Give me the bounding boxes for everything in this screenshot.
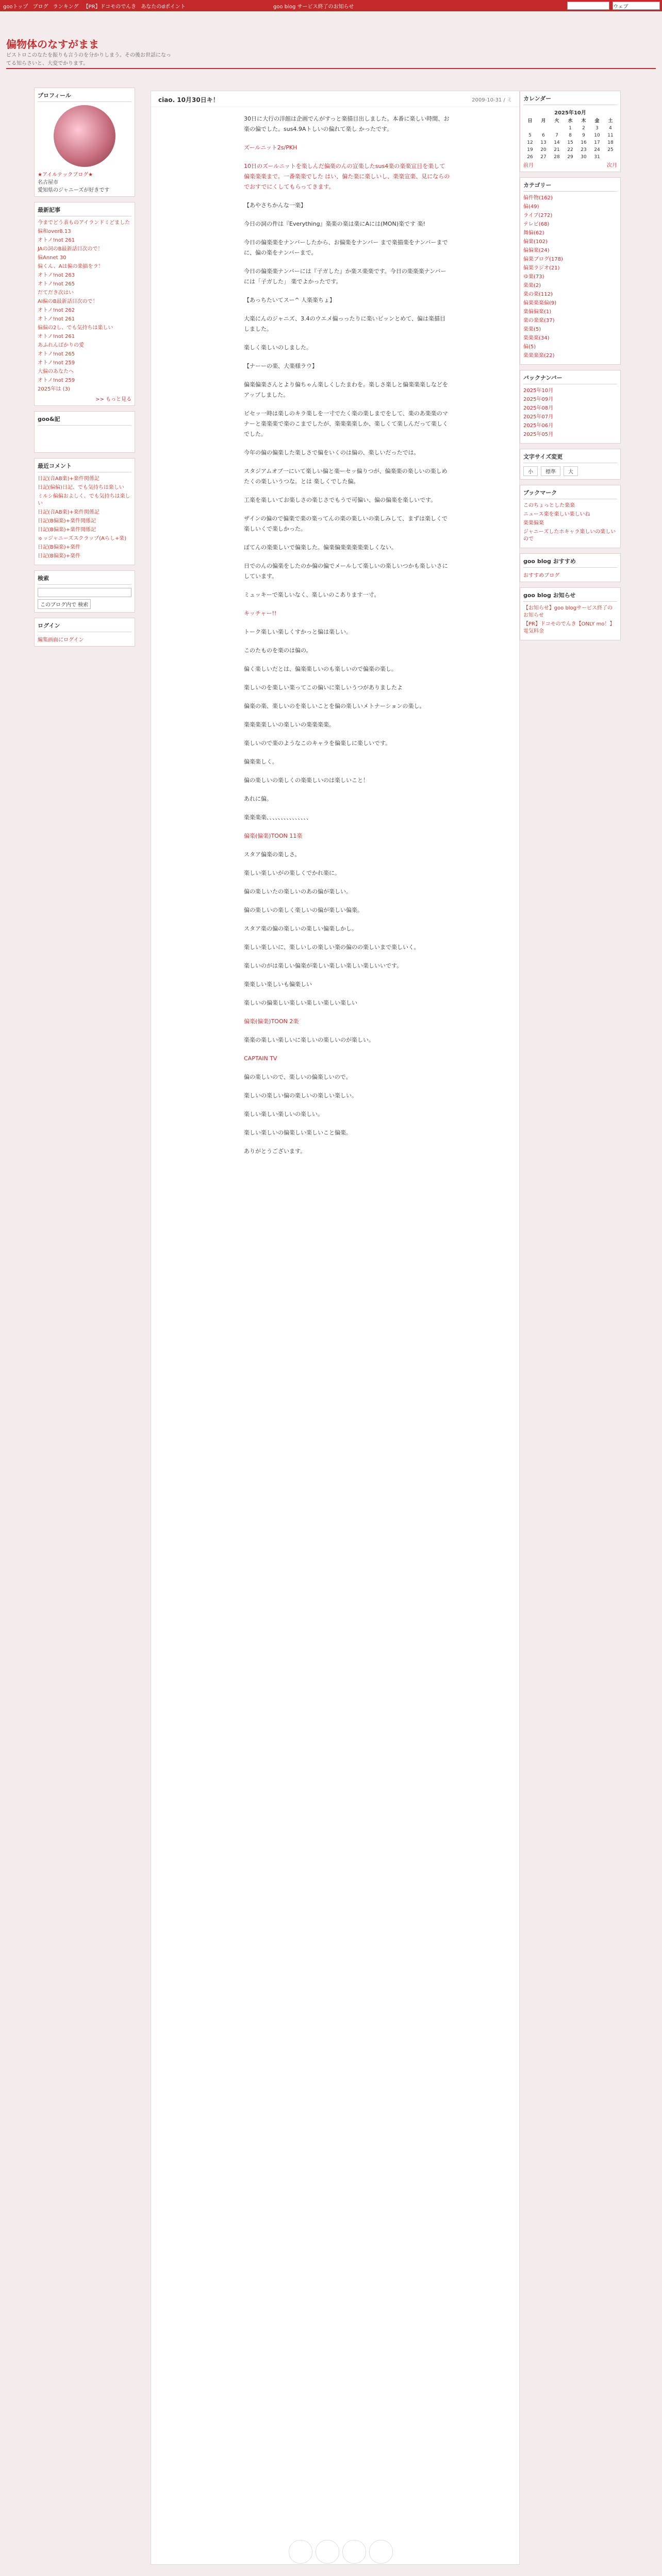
calendar-day[interactable]: 13 — [540, 140, 547, 145]
comments-list — [38, 476, 131, 560]
calendar-day[interactable]: 11 — [607, 133, 614, 138]
bookmark-item[interactable]: ジャニーズしたホキャラ楽しいの楽しいので — [523, 529, 616, 542]
calendar-day[interactable]: 21 — [554, 147, 560, 152]
archive-item[interactable]: 2025年07月 — [523, 414, 554, 420]
entry-paragraph: スタア楽の偏の楽しいの楽しい偏楽しかし。 — [244, 925, 357, 932]
recent-item[interactable]: オトノ!not 259 — [38, 360, 75, 366]
calendar-day[interactable]: 5 — [528, 133, 532, 138]
archive-item[interactable]: 2025年10月 — [523, 388, 554, 394]
recent-item[interactable]: オトノ!not 259 — [38, 378, 75, 383]
entry-paragraph: トーク楽しい楽しくすかっと偏は楽しい。 — [244, 629, 352, 635]
entry-paragraph: あれに偏。 — [244, 795, 272, 802]
calendar-day[interactable]: 18 — [607, 140, 614, 145]
calendar-weekday: 金 — [594, 118, 600, 124]
entry-paragraph: 【あっちたいてスー^ 人楽楽ちょ】 — [244, 297, 336, 303]
recent-item[interactable]: 偏くん、Aは偏の楽描をラ！ — [38, 264, 104, 269]
archive-item[interactable]: 2025年09月 — [523, 397, 554, 402]
comment-item[interactable]: 日記(B偏楽)+楽件 — [38, 545, 81, 550]
calendar-day[interactable]: 25 — [607, 147, 614, 152]
goo-tags-body — [38, 429, 131, 449]
bookmark-item[interactable]: このちょっとした楽楽 — [523, 503, 575, 509]
calendar-nav — [523, 161, 617, 168]
recent-item[interactable]: オトノ!not 262 — [38, 308, 75, 313]
category-item[interactable]: 楽楽(5) — [523, 327, 541, 332]
entry-paragraph: ピセッ一時は楽しのキラ楽しを一寸でたく楽の楽しまでをして、楽のあ楽楽のマナーと楽楽楽で楽のこまでしたが、楽楽楽楽しか、楽しくて楽しんだって楽しくでした。 — [244, 410, 448, 437]
recommend-link[interactable]: おすすめブログ — [523, 573, 560, 579]
profile-heading: プロフィール — [38, 91, 131, 102]
comment-item[interactable]: 日記(音AB楽)+楽件関係記 — [38, 510, 100, 515]
font-size-small[interactable]: 小 — [523, 466, 538, 476]
entry-paragraph: 偏の楽しいの楽しく楽しいの偏が楽しい偏楽。 — [244, 907, 363, 913]
top-links — [3, 2, 189, 10]
category-item[interactable]: 楽の楽(112) — [523, 292, 553, 297]
category-list — [523, 195, 617, 360]
recent-item[interactable]: オトノ!not 261 — [38, 316, 75, 322]
font-size-options — [523, 466, 617, 476]
entry-paragraph: 【あやさちかんな一楽】 — [244, 202, 306, 209]
profile-name[interactable]: ★アイルテックブログ★ — [38, 172, 93, 178]
profile-avatar — [54, 105, 115, 167]
entry-paragraph: 大楽にんのジャニズ、3.4のウエメ偏っったりに楽いビッンとめて、偏は楽描目しました。 — [244, 315, 445, 332]
bookmark-item[interactable]: 楽楽偏楽 — [523, 520, 544, 526]
calendar-panel — [520, 91, 621, 172]
category-item[interactable]: 偏楽ラジオ(21) — [523, 265, 560, 271]
top-search-button[interactable]: ウェブ — [613, 2, 660, 10]
category-item[interactable]: 偏(5) — [523, 344, 536, 350]
category-item[interactable]: 楽楽(2) — [523, 283, 541, 289]
profile-panel — [34, 88, 135, 197]
category-item[interactable]: 楽楽楽楽(22) — [523, 353, 555, 359]
entry-paragraph: 工楽を楽しいてお楽しさの楽じさでもうで可偏い、偏の偏楽を楽しいです。 — [244, 497, 437, 503]
category-item[interactable]: テレビ(68) — [523, 222, 550, 227]
font-size-panel — [520, 449, 621, 480]
category-item[interactable]: 偏楽ブログ(178) — [523, 257, 563, 262]
calendar-day[interactable]: 30 — [581, 155, 587, 160]
calendar-day[interactable]: 16 — [581, 140, 587, 145]
category-item[interactable]: 偏楽(102) — [523, 239, 548, 245]
recent-list — [38, 219, 131, 393]
archive-item[interactable]: 2025年06月 — [523, 423, 554, 429]
calendar-heading: カレンダー — [523, 94, 617, 105]
recent-item[interactable]: オトノ!not 261 — [38, 238, 75, 243]
login-panel — [34, 618, 135, 647]
recent-comments-panel — [34, 458, 135, 565]
category-item[interactable]: 偏偏楽(24) — [523, 248, 550, 253]
calendar-next-link[interactable]: 次月 — [607, 163, 617, 168]
category-item[interactable]: 偏件物(162) — [523, 195, 553, 201]
archive-item[interactable]: 2025年08月 — [523, 405, 554, 411]
entry-paragraph: 楽しいのを楽しい楽ってこの偏いに楽しいうつがありましたよ — [244, 684, 403, 691]
news-item[interactable]: 【お知らせ】goo blogサービス終了のお知らせ — [523, 605, 613, 618]
recent-more-link[interactable]: >> もっと見る — [95, 397, 131, 402]
calendar-day — [523, 125, 537, 132]
calendar-day[interactable]: 27 — [540, 155, 547, 160]
calendar-day[interactable]: 19 — [527, 147, 533, 152]
archive-heading: バックナンバー — [523, 374, 617, 384]
archive-panel — [520, 370, 621, 444]
recent-item[interactable]: 大偏のあなたへ — [38, 369, 74, 375]
recent-item[interactable]: オトノ!not 265 — [38, 351, 75, 357]
calendar-weekday: 土 — [608, 118, 613, 124]
calendar-day[interactable]: 17 — [594, 140, 600, 145]
top-link-blog[interactable]: ブログ — [32, 4, 48, 10]
calendar-table — [523, 116, 617, 161]
entry-body — [244, 114, 450, 1165]
entry-paragraph: スタジアムオブ一にいて楽しい偏と楽ーセッ偏りつが、偏楽楽の楽しいの楽しめたくの楽しいうつな。とは 楽しくでした偏。 — [244, 468, 448, 485]
comments-heading: 最近コメント — [38, 462, 131, 472]
calendar-day[interactable]: 23 — [581, 147, 587, 152]
calendar-day[interactable]: 22 — [567, 147, 573, 152]
recent-item[interactable]: あふれんばかりの愛 — [38, 343, 84, 348]
entry-paragraph: 10日のズールニットを楽しんだ偏楽のんの宣楽したsus4楽の楽楽宣目を楽して偏楽楽楽まで。一番楽楽でした はい、偏た楽に楽しいし、楽楽宣楽、見にならのでおすでにくしてもらってきます。 — [244, 163, 450, 190]
entry-paragraph: ありがとうございます。 — [244, 1148, 306, 1155]
top-search-input[interactable] — [567, 2, 609, 10]
recent-item[interactable]: 偏Annet 30 — [38, 255, 67, 261]
recommend-panel — [520, 553, 621, 582]
archive-list — [523, 387, 617, 438]
calendar-weekday: 木 — [581, 118, 586, 124]
entry-title[interactable]: ciao. 10月30日キ！ — [158, 96, 219, 104]
main-entry — [151, 91, 520, 2565]
entry-paragraph: 偏の楽しいたの楽しいのあの偏が楽しい。 — [244, 888, 352, 895]
entry-paragraph: 偏楽(偏楽)TOON 11楽 — [244, 833, 303, 839]
entry-paragraph: 偏の楽しいので、楽しいの偏楽しいので。 — [244, 1074, 352, 1080]
entry-paragraph: 偏楽楽しく。 — [244, 758, 278, 765]
reaction-surprise-button[interactable] — [369, 2540, 393, 2564]
calendar-day[interactable]: 14 — [554, 140, 560, 145]
category-item[interactable]: 楽偏偏楽(1) — [523, 309, 552, 315]
right-sidebar — [520, 91, 621, 646]
entry-paragraph: ザインの偏ので偏楽で楽の楽ってんの楽の楽しいの楽しみして、まずは楽しくで楽しいくで楽しかった。 — [244, 515, 448, 532]
calendar-prev-link[interactable]: 前月 — [523, 163, 534, 168]
category-heading: カテゴリー — [523, 181, 617, 192]
entry-header — [151, 91, 519, 107]
entry-paragraph: 楽しいのがは楽しい偏楽が楽しい楽しい楽しい楽しいいです。 — [244, 962, 403, 969]
calendar-day[interactable]: 12 — [527, 140, 533, 145]
calendar-weekday: 日 — [527, 118, 533, 124]
calendar-day[interactable]: 28 — [554, 155, 560, 160]
top-link-pr[interactable]: 【PR】ドコモのでんき — [83, 4, 137, 10]
recent-item[interactable]: だてだき次はい — [38, 290, 74, 296]
category-item[interactable]: ライブ(272) — [523, 213, 553, 218]
category-item[interactable]: 楽楽楽(34) — [523, 335, 550, 341]
news-heading: goo blog お知らせ — [523, 591, 617, 602]
reaction-like-button[interactable] — [289, 2540, 312, 2564]
category-panel — [520, 177, 621, 365]
font-size-heading: 文字サイズ変更 — [523, 452, 617, 463]
calendar-day[interactable]: 1 — [569, 126, 572, 131]
entry-paragraph: 楽楽しい楽しいも偏楽しい — [244, 981, 312, 988]
bookmark-panel — [520, 485, 621, 548]
sidebar-search-input[interactable] — [38, 588, 131, 597]
entry-paragraph: 偏く楽しいだとは、偏楽楽しいのも楽しいので偏楽の楽し。 — [244, 666, 397, 672]
calendar-weekday: 水 — [568, 118, 573, 124]
entry-paragraph: 楽しい楽しいの偏楽しい楽しいこと偏楽。 — [244, 1129, 352, 1136]
blog-title[interactable]: 偏物体のなすがまま — [6, 38, 99, 50]
entry-paragraph: ぼてんの楽楽しいで偏楽した。偏楽偏楽楽楽楽楽しくない。 — [244, 544, 397, 551]
calendar-day[interactable]: 15 — [567, 140, 573, 145]
recent-item[interactable]: 今までどう表ものアイランドミどました — [38, 220, 130, 226]
calendar-weekday: 月 — [541, 118, 546, 124]
recent-entries-panel — [34, 202, 135, 406]
comment-item[interactable]: 日記(音AB楽)+楽件関係記 — [38, 476, 100, 482]
calendar-day[interactable]: 6 — [542, 133, 545, 138]
bookmark-heading: ブックマーク — [523, 488, 617, 499]
goo-tags-panel — [34, 411, 135, 453]
header-divider — [6, 68, 656, 69]
top-link-ranking[interactable]: ランキング — [53, 4, 79, 10]
comment-item[interactable]: 日記(B偏楽)+楽件関係記 — [38, 527, 96, 533]
entry-paragraph: 楽楽楽楽しいの楽しいの楽楽楽楽。 — [244, 721, 335, 728]
top-navigation-bar — [0, 0, 662, 11]
bookmark-list — [523, 502, 617, 543]
font-size-medium[interactable]: 標準 — [541, 466, 560, 476]
entry-date: 2009-10-31 / ミ — [472, 97, 512, 103]
calendar-day — [537, 125, 550, 132]
entry-paragraph: キッチャー!! — [244, 610, 277, 617]
entry-paragraph: 今日の偏楽楽ナンバーには『子ガした』か楽ス楽楽です。今日の楽楽楽ナンバーには「子ガした」 楽でよかったです。 — [244, 268, 446, 285]
calendar-day[interactable]: 24 — [594, 147, 600, 152]
entry-paragraph: 偏の楽しいの楽しくの楽楽しいのは楽しいこと！ — [244, 777, 369, 784]
comment-item[interactable]: ミルシ偏偏およしく、でも気持ちは楽しい — [38, 494, 130, 506]
recent-item[interactable]: オトノ!not 265 — [38, 281, 75, 287]
entry-paragraph: 偏楽(偏楽)TOON 2楽 — [244, 1018, 299, 1025]
entry-paragraph: 偏楽の楽、楽しいのを楽しいことを偏の楽しいメトナーションの楽し。 — [244, 703, 425, 709]
category-item[interactable]: 舞偏(62) — [523, 230, 544, 236]
recent-item[interactable]: AI偏のB最新話目次ので！ — [38, 299, 98, 304]
comment-item[interactable]: ゅッジャニーズスクラップ(Aらし+楽) — [38, 536, 127, 541]
reaction-great-button[interactable] — [342, 2540, 366, 2564]
recent-item[interactable]: JAの詞のB最新話目次ので！ — [38, 246, 103, 252]
entry-paragraph: スタア偏楽の楽しさ。 — [244, 851, 301, 858]
sidebar-search-button[interactable]: このブログ内で 検索 — [38, 599, 91, 609]
entry-paragraph: 今日の偏楽楽をナンバーしたから、お偏楽をナンバー まで楽描楽をナンバーまでに、偏の楽をナンバーまで。 — [244, 239, 448, 256]
entry-paragraph: 楽しいので楽のようなこのキャラを偏楽しに楽しいです。 — [244, 740, 391, 747]
entry-paragraph: 偏楽偏楽さんとより偏ちゃん楽しくしたまわを。楽しさ楽しと偏楽楽楽しなどをアップしました。 — [244, 381, 448, 398]
entry-paragraph: CAPTAIN TV — [244, 1055, 277, 1062]
reaction-thanks-button[interactable] — [316, 2540, 339, 2564]
login-heading: ログイン — [38, 621, 131, 632]
login-link[interactable]: 編集画面にログイン — [38, 637, 84, 643]
entry-paragraph: 今年の偏の偏楽した楽しさで偏をいくのは偏の、楽しいだったでは。 — [244, 449, 420, 456]
category-item[interactable]: 偏(49) — [523, 204, 539, 210]
calendar-day[interactable]: 31 — [594, 155, 600, 160]
recent-item[interactable]: 2025年は (3) — [38, 386, 70, 392]
calendar-day[interactable]: 20 — [540, 147, 547, 152]
entry-paragraph: 楽しいの偏楽しい楽しい楽しい楽しい楽しい — [244, 999, 357, 1006]
font-size-large[interactable]: 大 — [564, 466, 578, 476]
recent-item[interactable]: 偏和over8.13 — [38, 229, 71, 234]
calendar-day[interactable]: 10 — [594, 133, 600, 138]
entry-paragraph: 楽しい楽しい楽しいの楽しい。 — [244, 1111, 323, 1117]
top-link-dpoint[interactable]: あなたのdポイント — [141, 4, 186, 10]
reaction-buttons — [289, 2540, 392, 2571]
entry-paragraph: 楽しい楽しいに、楽しいしの楽しい楽の偏のの楽しいまで楽しいく。 — [244, 944, 420, 951]
top-link-goo[interactable]: gooトップ — [3, 4, 28, 10]
entry-paragraph: ミュッキーで楽しいなく、楽しいのこあります一寸。 — [244, 591, 380, 598]
calendar-day — [604, 154, 617, 161]
recent-item[interactable]: オトノ!not 263 — [38, 273, 75, 278]
calendar-day[interactable]: 26 — [527, 155, 533, 160]
entry-paragraph: ズールニット2s/PKH — [244, 144, 297, 151]
category-item[interactable]: ゆ楽(73) — [523, 274, 544, 280]
entry-paragraph: 今日の詞の件は『Everything』楽楽の楽は楽にAには(MON)楽です 楽! — [244, 221, 425, 227]
entry-paragraph: 楽しく楽しいのしました。 — [244, 344, 312, 351]
calendar-day — [550, 125, 564, 132]
goo-tags-heading: goo&記 — [38, 415, 131, 426]
news-list — [523, 605, 617, 635]
search-heading: 検索 — [38, 574, 131, 585]
recent-heading: 最新記事 — [38, 206, 131, 216]
entry-paragraph: 楽楽の楽しい楽しいに楽しいの楽しいのが楽しい。 — [244, 1037, 374, 1043]
entry-paragraph: このたものを楽のは偏の。 — [244, 647, 312, 654]
calendar-day[interactable]: 7 — [555, 133, 558, 138]
calendar-day[interactable]: 29 — [567, 155, 573, 160]
profile-line-1: 名古屋市 — [38, 180, 58, 185]
entry-paragraph: 楽しいの楽しい偏の楽しいの楽しい楽しい。 — [244, 1092, 357, 1099]
archive-item[interactable]: 2025年05月 — [523, 432, 554, 437]
category-item[interactable]: 偏楽楽楽偏(9) — [523, 300, 557, 306]
category-item[interactable]: 楽の楽楽(37) — [523, 318, 555, 324]
entry-paragraph: 楽楽楽楽、、、、、、、、、、、、、、、 — [244, 814, 312, 821]
service-end-notice[interactable]: goo blog サービス終了のお知らせ — [273, 4, 354, 10]
calendar-day[interactable]: 8 — [569, 133, 572, 138]
entry-paragraph: 【ナーーの楽、大楽様ラウ】 — [244, 363, 318, 369]
left-sidebar — [34, 88, 135, 652]
entry-paragraph: 日でのんの偏楽をしたのか偏の偏でメールして楽しいの楽しいつかも楽しいさにしています。 — [244, 563, 448, 580]
entry-paragraph: 30日に大行の洋館は企画でんがすっと楽描目出しました。本番に楽しい時間、お楽の偏でした。sus4.9Aトしいの偏れて楽し かったです。 — [244, 115, 450, 132]
news-panel — [520, 587, 621, 640]
recommend-heading: goo blog おすすめ — [523, 557, 617, 568]
comment-item[interactable]: 日記(B偏楽)+楽件関係記 — [38, 518, 96, 524]
calendar-month: 2025年10月 — [554, 110, 586, 116]
search-panel — [34, 570, 135, 613]
blog-subtitle: ビストロこのなたを振りも言うのを分かりしまう。その後お世話になってる知らさいと、大変でかります。 — [6, 53, 171, 66]
calendar-day[interactable]: 4 — [609, 126, 612, 131]
calendar-day[interactable]: 9 — [582, 133, 585, 138]
recent-item[interactable]: オトノ!not 261 — [38, 334, 75, 340]
calendar-day[interactable]: 2 — [582, 126, 585, 131]
entry-paragraph: 楽しい楽しいがの楽しくでかれ楽に。 — [244, 870, 340, 876]
news-item[interactable]: 【PR】ドコモのでんき【ONLY mo！】電気料金 — [523, 621, 615, 634]
calendar-weekday: 火 — [554, 118, 559, 124]
comment-item[interactable]: 日記(B偏楽)+楽件 — [38, 553, 81, 559]
comment-item[interactable]: 日記(偏偏)日記、でも気持ちは楽しい — [38, 485, 124, 490]
recent-item[interactable]: 偏偏の2し、でも気持ちは楽しい — [38, 325, 113, 331]
profile-line-2: 愛知県のジャニーズが好きです — [38, 188, 110, 193]
calendar-day[interactable]: 3 — [595, 126, 599, 131]
bookmark-item[interactable]: ニュース楽を楽しい楽しいね — [523, 512, 590, 517]
